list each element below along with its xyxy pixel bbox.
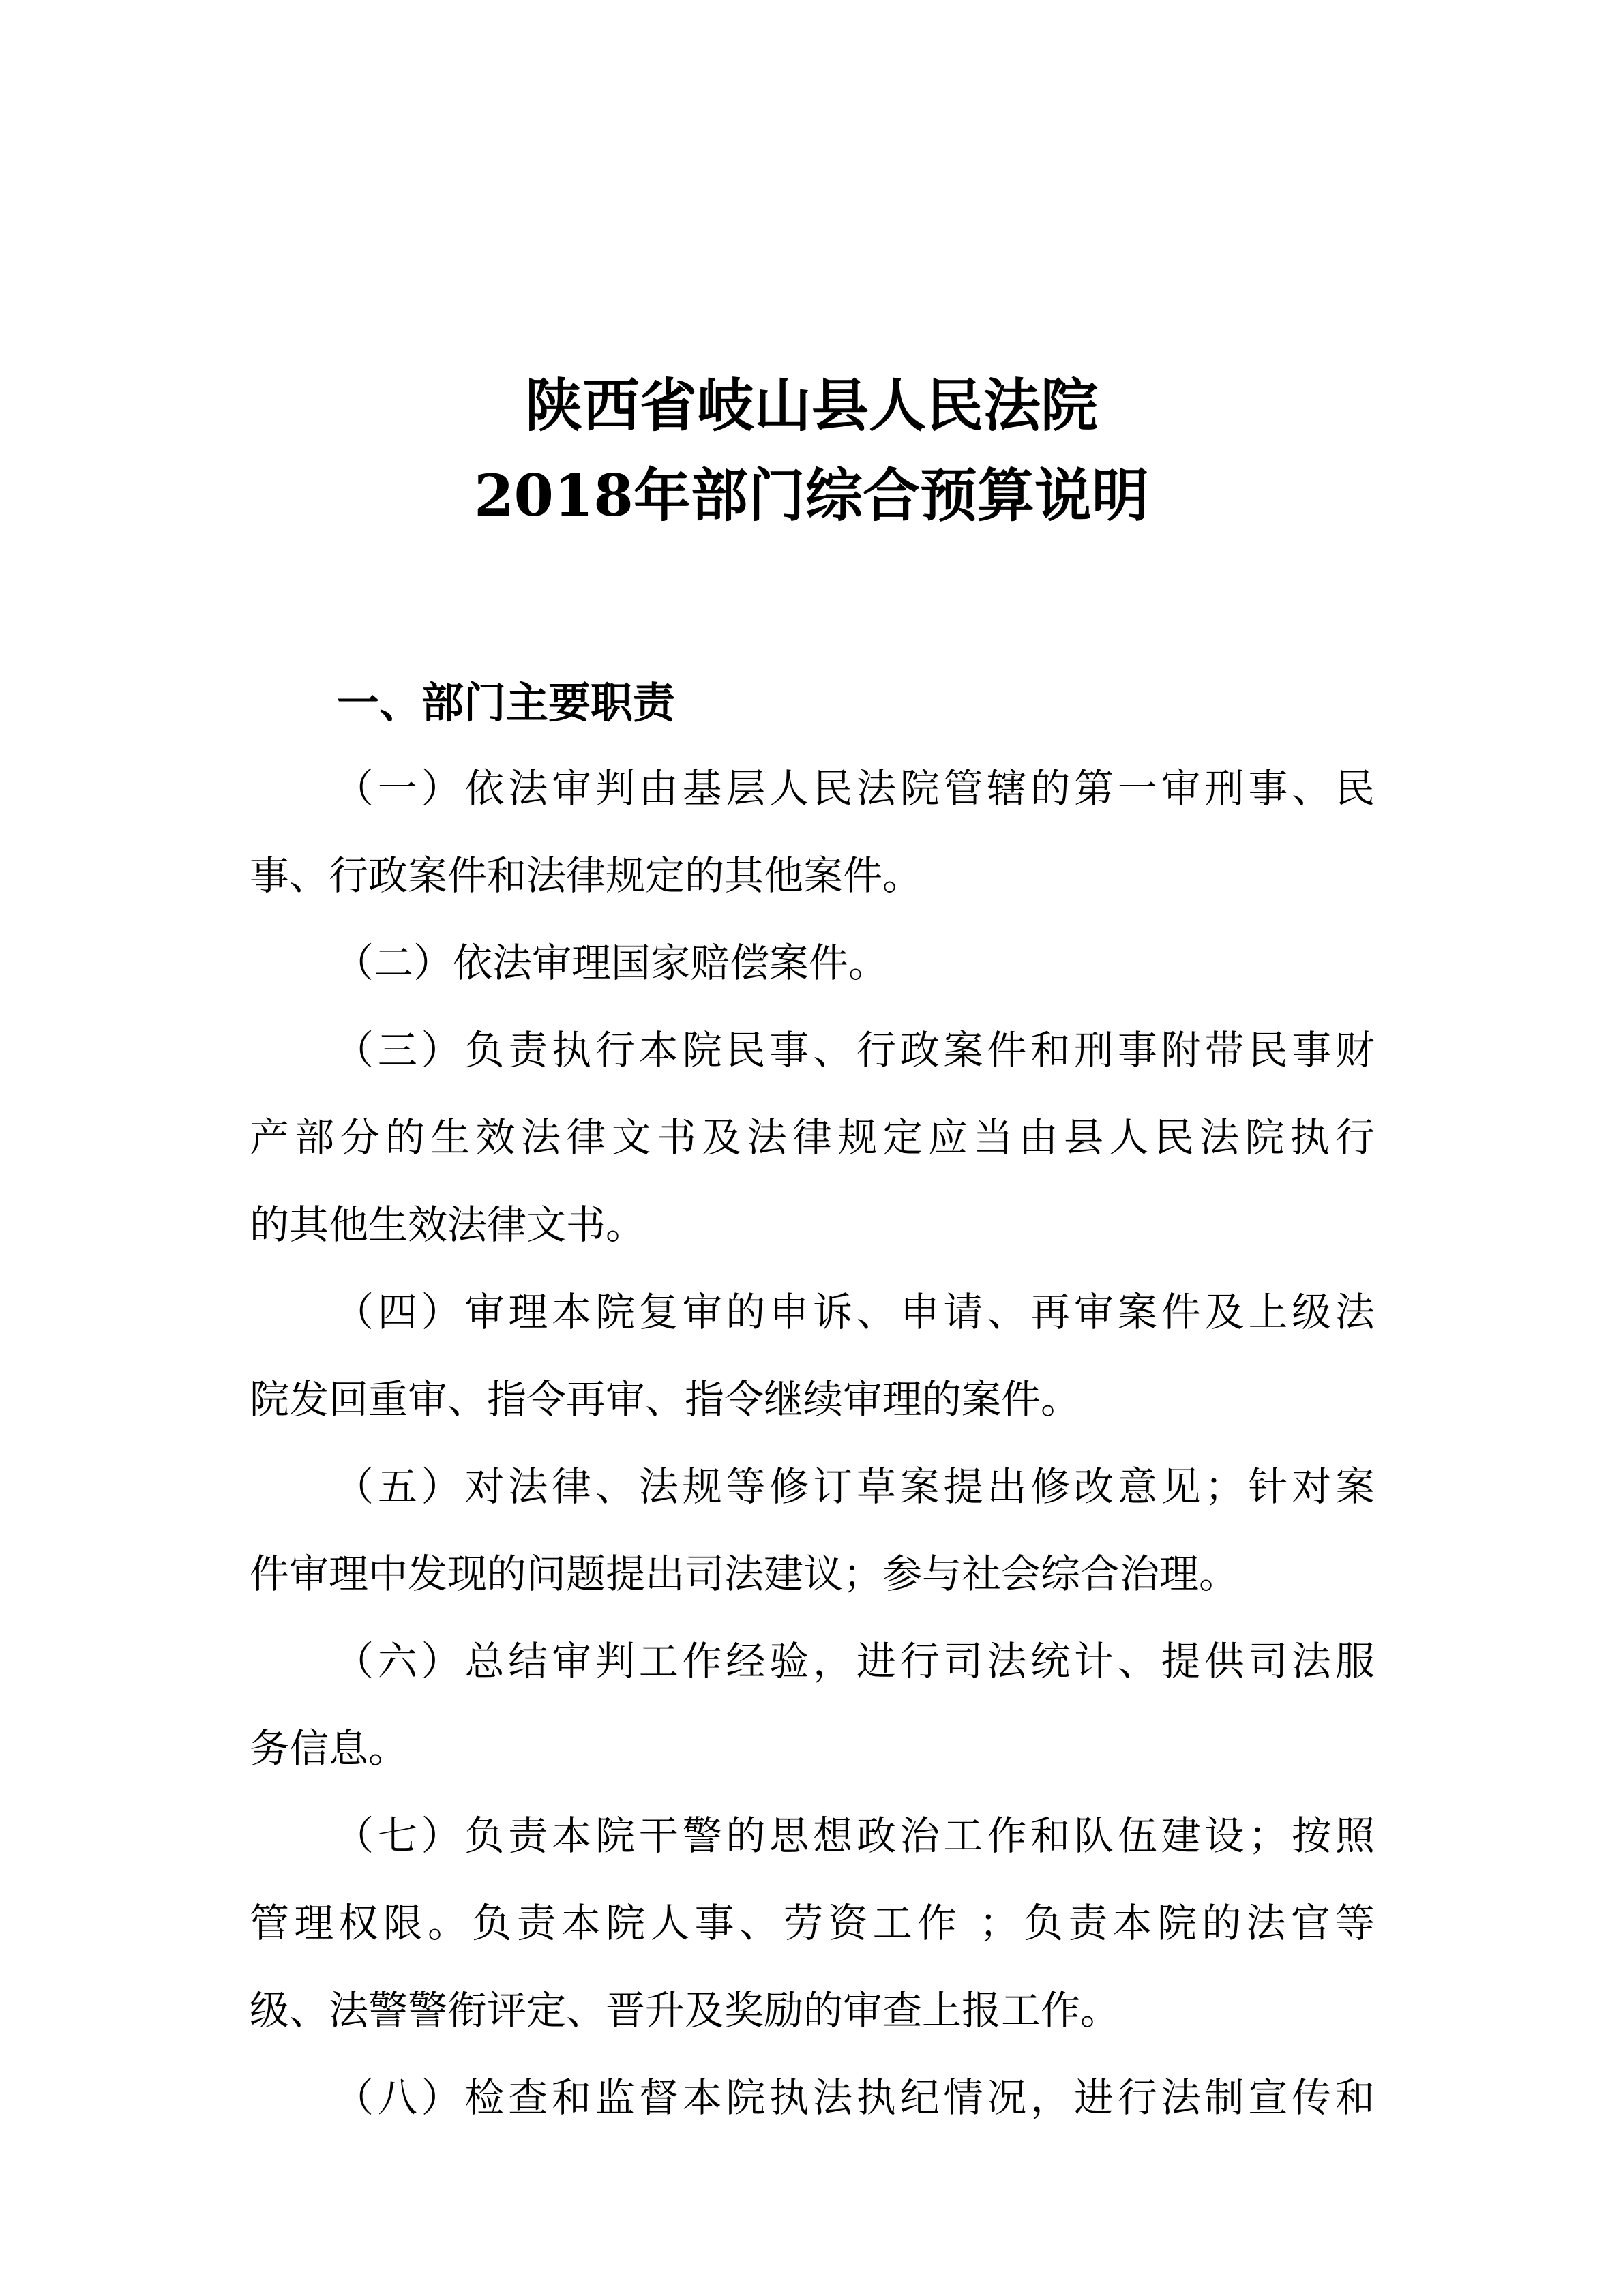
paragraph-line: 务信息。 — [250, 1725, 408, 1772]
paragraph-line: （七）负责本院干警的思想政治工作和队伍建设；按照 — [334, 1813, 1375, 1859]
paragraph-line: 事、行政案件和法律规定的其他案件。 — [250, 852, 923, 899]
section-heading-main-duties: 一、部门主要职责 — [337, 678, 676, 728]
document-title-line-1: 陕西省岐山县人民法院 — [524, 372, 1098, 439]
paragraph-line: 产部分的生效法律文书及法律规定应当由县人民法院执行 — [250, 1114, 1375, 1161]
paragraph-line: 的其他生效法律文书。 — [250, 1202, 646, 1248]
document-title-line-2: 2018年部门综合预算说明 — [474, 462, 1149, 529]
paragraph-line: （三）负责执行本院民事、行政案件和刑事附带民事财 — [334, 1027, 1375, 1073]
paragraph-line: 院发回重审、指令再审、指令继续审理的案件。 — [250, 1376, 1081, 1422]
paragraph-line: （八）检查和监督本院执法执纪情况，进行法制宣传和 — [334, 2074, 1375, 2121]
paragraph-line: （四）审理本院复审的申诉、申请、再审案件及上级法 — [334, 1289, 1375, 1335]
paragraph-line: 级、法警警衔评定、晋升及奖励的审查上报工作。 — [250, 1987, 1120, 2033]
paragraph-line: （六）总结审判工作经验，进行司法统计、提供司法服 — [334, 1638, 1375, 1684]
paragraph-line: （五）对法律、法规等修订草案提出修改意见；针对案 — [334, 1463, 1375, 1510]
paragraph-line: 件审理中发现的问题提出司法建议；参与社会综合治理。 — [250, 1551, 1239, 1597]
paragraph-line: （一）依法审判由基层人民法院管辖的第一审刑事、民 — [334, 765, 1375, 811]
paragraph-line: 管理权限。负责本院人事、劳资工作 ；负责本院的法官等 — [250, 1900, 1375, 1946]
paragraph-line: （二）依法审理国家赔偿案件。 — [334, 940, 889, 986]
